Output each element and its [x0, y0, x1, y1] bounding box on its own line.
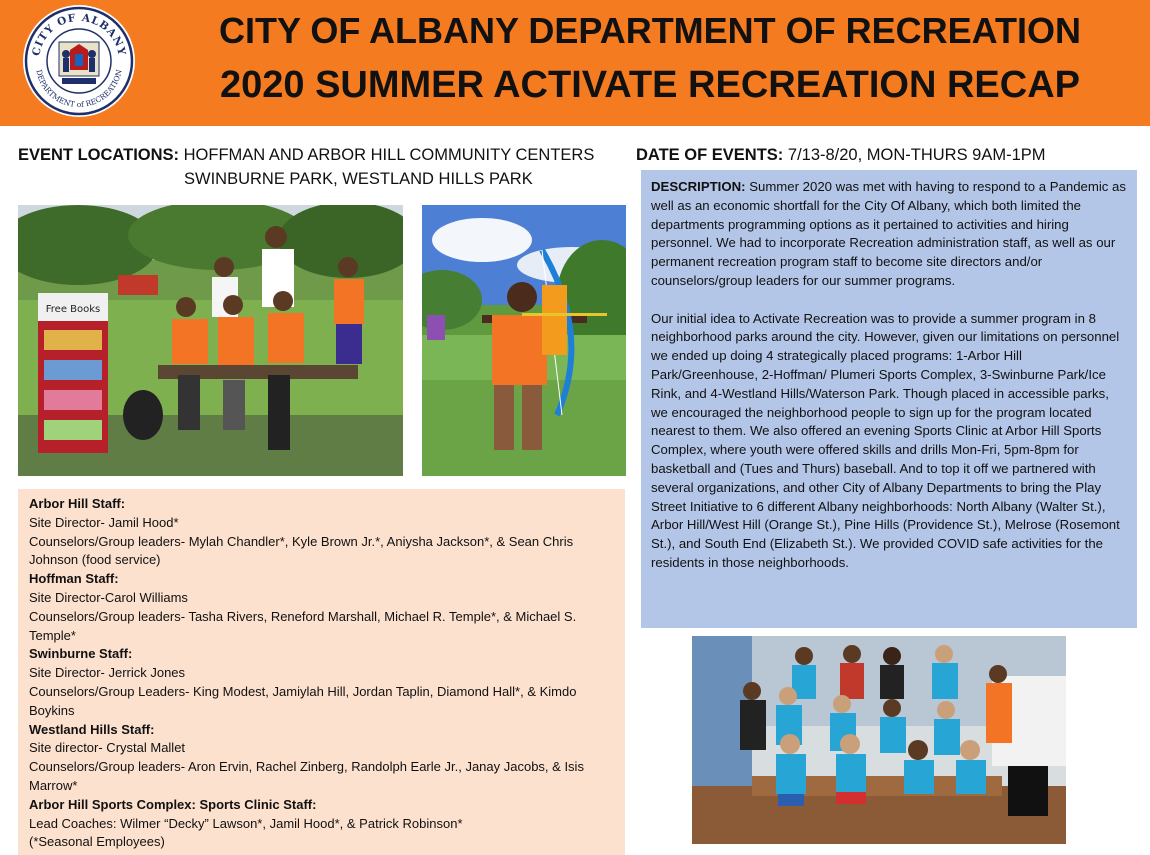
arbor-hill-staff-heading: Arbor Hill Staff:: [29, 496, 126, 511]
event-locations-line2: SWINBURNE PARK, WESTLAND HILLS PARK: [184, 170, 533, 188]
description-paragraph-2: Our initial idea to Activate Recreation was to provide a summer program in 8 neighborhood parks around the city. However, given our limitations on personnel we ended up doing 4 strategically placed programs: 1-Arbor Hill Park/Greenhouse, 2-Hoffman/ Plumeri Sports Complex, 3-Swinburne Park/Ice Rink, and 4-Westland Hills/Waterson Park. Though placed in accessible parks, we encouraged the neighborhood people to sign up for the program located nearest to them. We also offered an evening Sports Clinic at Arbor Hill Sports Complex, where youth were offered skills and drills Mon-Fri, 5pm-8pm for basketball and (Tues and Thurs) baseball. And to top it off we partnered with several organizations, and other City of Albany Departments to bring the Play Street Initiative to 6 different Albany neighborhoods: North Albany (Walter St.), Arbor Hill/West Hill (Orange St.), Pine Hills (Providence St.), Melrose (Rosemont St.), and South End (Elizabeth St.). We provided COVID safe activities for the residents in those neighborhoods.: [651, 310, 1120, 570]
swinburne-site-director: Site Director- Jerrick Jones: [29, 665, 186, 681]
description-label: DESCRIPTION:: [651, 179, 746, 194]
hoffman-staff-heading: Hoffman Staff:: [29, 571, 119, 587]
sports-clinic-staff-heading: Arbor Hill Sports Complex: Sports Clinic Staff:: [29, 796, 317, 812]
arbor-hill-site-director: Site Director- Jamil Hood*: [29, 514, 179, 530]
westland-hills-counselors: Counselors/Group leaders- Aron Ervin, Rachel Zinberg, Randolph Earle Jr., Janay Jacobs, & Isis Marrow*: [29, 759, 584, 793]
staff-panel: [18, 489, 625, 855]
header-banner: [0, 0, 1150, 126]
city-seal-logo: [22, 4, 136, 118]
swinburne-counselors: Counselors/Group Leaders- King Modest, Jamiylah Hill, Jordan Taplin, Diamond Hall*, & Kimdo Boykins: [29, 683, 577, 718]
seasonal-employees-note: (*Seasonal Employees): [29, 834, 165, 850]
hoffman-site-director: Site Director-Carol Williams: [29, 589, 188, 605]
photo-archery-girl: [422, 205, 626, 476]
westland-hills-site-director: Site director- Crystal Mallet: [29, 740, 186, 756]
event-dates: [636, 143, 1046, 167]
free-books-sign: Free Books: [45, 304, 101, 315]
description-panel: [641, 170, 1137, 628]
arbor-hill-counselors: Counselors/Group leaders- Mylah Chandler*, Kyle Brown Jr.*, Aniysha Jackson*, & Sean Chris Johnson (food service): [29, 533, 574, 568]
westland-hills-staff-heading: Westland Hills Staff:: [29, 721, 155, 737]
event-locations-line1: HOFFMAN AND ARBOR HILL COMMUNITY CENTERS: [183, 146, 595, 164]
event-locations: [18, 143, 628, 191]
hoffman-counselors: Counselors/Group leaders- Tasha Rivers, Reneford Marshall, Michael R. Temple*, & Michael S. Temple*: [29, 608, 577, 643]
swinburne-staff-heading: Swinburne Staff:: [29, 646, 133, 662]
svg-text:CITY OF ALBANY: CITY OF ALBANY: [30, 11, 128, 58]
photo-free-books-group: [18, 205, 403, 476]
page-title-line2: 2020 SUMMER ACTIVATE RECREATION RECAP: [219, 64, 1081, 106]
event-dates-value: 7/13-8/20, MON-THURS 9AM-1PM: [787, 146, 1046, 164]
svg-text:DEPARTMENT of RECREATION: DEPARTMENT of RECREATION: [34, 68, 124, 109]
page-title-line1: CITY OF ALBANY DEPARTMENT OF RECREATION: [218, 10, 1081, 51]
description-paragraph-1-text: Summer 2020 was met with having to respond to a Pandemic as well as an economic shortfall for the City Of Albany, which both limited the departments programming options as it pertained to activities and hiring personnel. We had to incorporate Recreation administration staff, as well as our permanent recreation program staff to become site directors and/or counselors/group leaders for our summer programs.: [651, 179, 1126, 288]
event-dates-label: DATE OF EVENTS:: [636, 146, 784, 164]
description-paragraph-1: [651, 178, 1128, 291]
event-locations-label: EVENT LOCATIONS:: [18, 146, 180, 164]
photo-indoor-group: [692, 636, 1066, 844]
sports-clinic-lead-coaches: Lead Coaches: Wilmer “Decky” Lawson*, Jamil Hood*, & Patrick Robinson*: [29, 815, 463, 831]
